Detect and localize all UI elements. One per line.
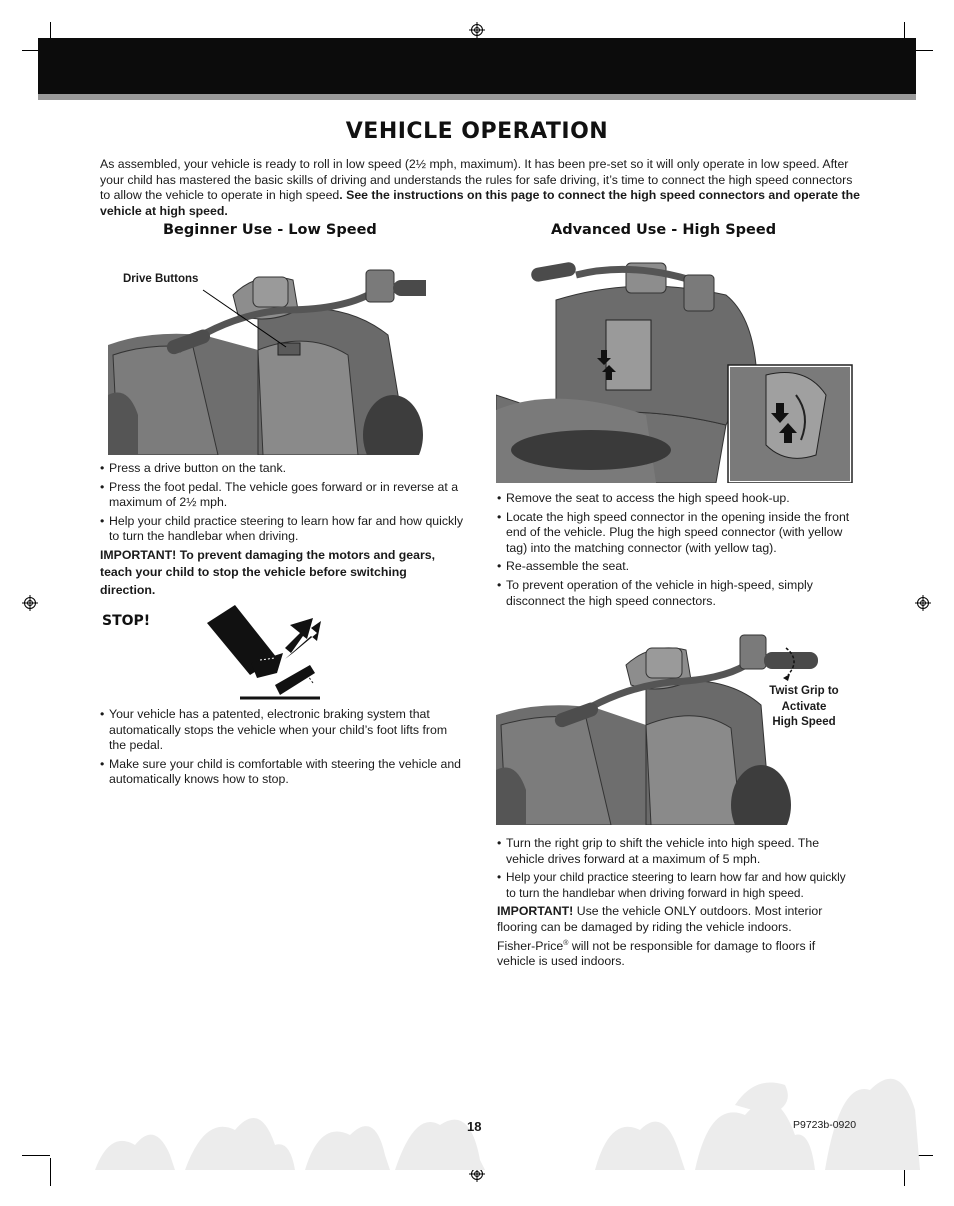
foot-pedal-icon [205, 603, 325, 703]
list-item: • Press the foot pedal. The vehicle goes forward or in reverse at a maximum of 2½ mph. [100, 480, 465, 511]
intro-text: As assembled, your vehicle is ready to roll in low speed (2½ mph, maximum). It has been pre-set so it will only operate in low speed. After your child has mastered the basic skills of driving and understands the rules for safe driving, it’s time to connect the high speed connectors to allow the vehicle to operate in high speed [100, 157, 853, 203]
list-item: • Help your child practice steering to learn how far and how quickly to turn the handlebar when driving. [100, 514, 465, 545]
important-note-indoors [497, 904, 857, 935]
list-item: • Your vehicle has a patented, electronic braking system that automatically stops the vehicle when your child’s foot lifts from the pedal. [100, 707, 465, 754]
registration-mark-icon [915, 595, 931, 611]
twist-grip-instructions [497, 836, 857, 970]
atv-connector-illustration [496, 255, 853, 483]
braking-instructions [100, 707, 465, 791]
disclaimer-text: will not be responsible for damage to floors if vehicle is used indoors. [497, 938, 816, 969]
list-item: • Locate the high speed connector in the opening inside the front end of the vehicle. Plug the high speed connector (with yellow tag) into the matching connector (with yellow tag). [497, 510, 857, 557]
stop-label: STOP! [102, 613, 151, 629]
list-item: • Help your child practice steering to learn how far and how quickly to turn the handlebar when driving forward in high speed. [497, 870, 857, 901]
list-item: • To prevent operation of the vehicle in high-speed, simply disconnect the high speed connectors. [497, 578, 857, 609]
registration-mark-icon [22, 595, 38, 611]
section-heading-low-speed: Beginner Use - Low Speed [163, 222, 377, 238]
important-text: Use the vehicle ONLY outdoors. Most interior flooring can be damaged by riding the vehicle indoors. [497, 904, 823, 934]
important-note-direction: IMPORTANT! To prevent damaging the motors and gears, teach your child to stop the vehicle before switching direction. [100, 547, 436, 597]
list-item: • Make sure your child is comfortable with steering the vehicle and automatically knows how to stop. [100, 757, 465, 788]
list-item: • Remove the seat to access the high speed hook-up. [497, 491, 857, 507]
list-item: • Press a drive button on the tank. [100, 461, 465, 477]
fisher-price-disclaimer [497, 936, 837, 970]
decorative-footer-pattern [95, 1060, 920, 1170]
drive-buttons-label: Drive Buttons [123, 273, 199, 285]
registration-mark-icon [469, 22, 485, 38]
page-number: 18 [467, 1119, 482, 1134]
section-heading-high-speed: Advanced Use - High Speed [551, 222, 777, 238]
low-speed-instructions [100, 461, 465, 599]
document-code: P9723b-0920 [793, 1119, 857, 1131]
list-item: • Turn the right grip to shift the vehicle into high speed. The vehicle drives forward at a maximum of 5 mph. [497, 836, 857, 867]
crop-mark [22, 1155, 50, 1156]
intro-paragraph [100, 157, 860, 219]
twist-grip-label: Twist Grip to Activate High Speed [769, 685, 839, 728]
important-label: IMPORTANT! [497, 904, 574, 919]
list-item: • Re-assemble the seat. [497, 559, 857, 575]
registered-mark: ® [563, 939, 569, 947]
brand-name: Fisher-Price [497, 938, 564, 953]
crop-mark [50, 1158, 51, 1186]
header-bar [38, 38, 916, 100]
high-speed-hookup-instructions [497, 491, 857, 612]
page-title: VEHICLE OPERATION [345, 119, 609, 144]
intro-bold-text: . See the instructions on this page to connect the high speed connectors and operate the vehicle at high speed. [100, 188, 860, 218]
